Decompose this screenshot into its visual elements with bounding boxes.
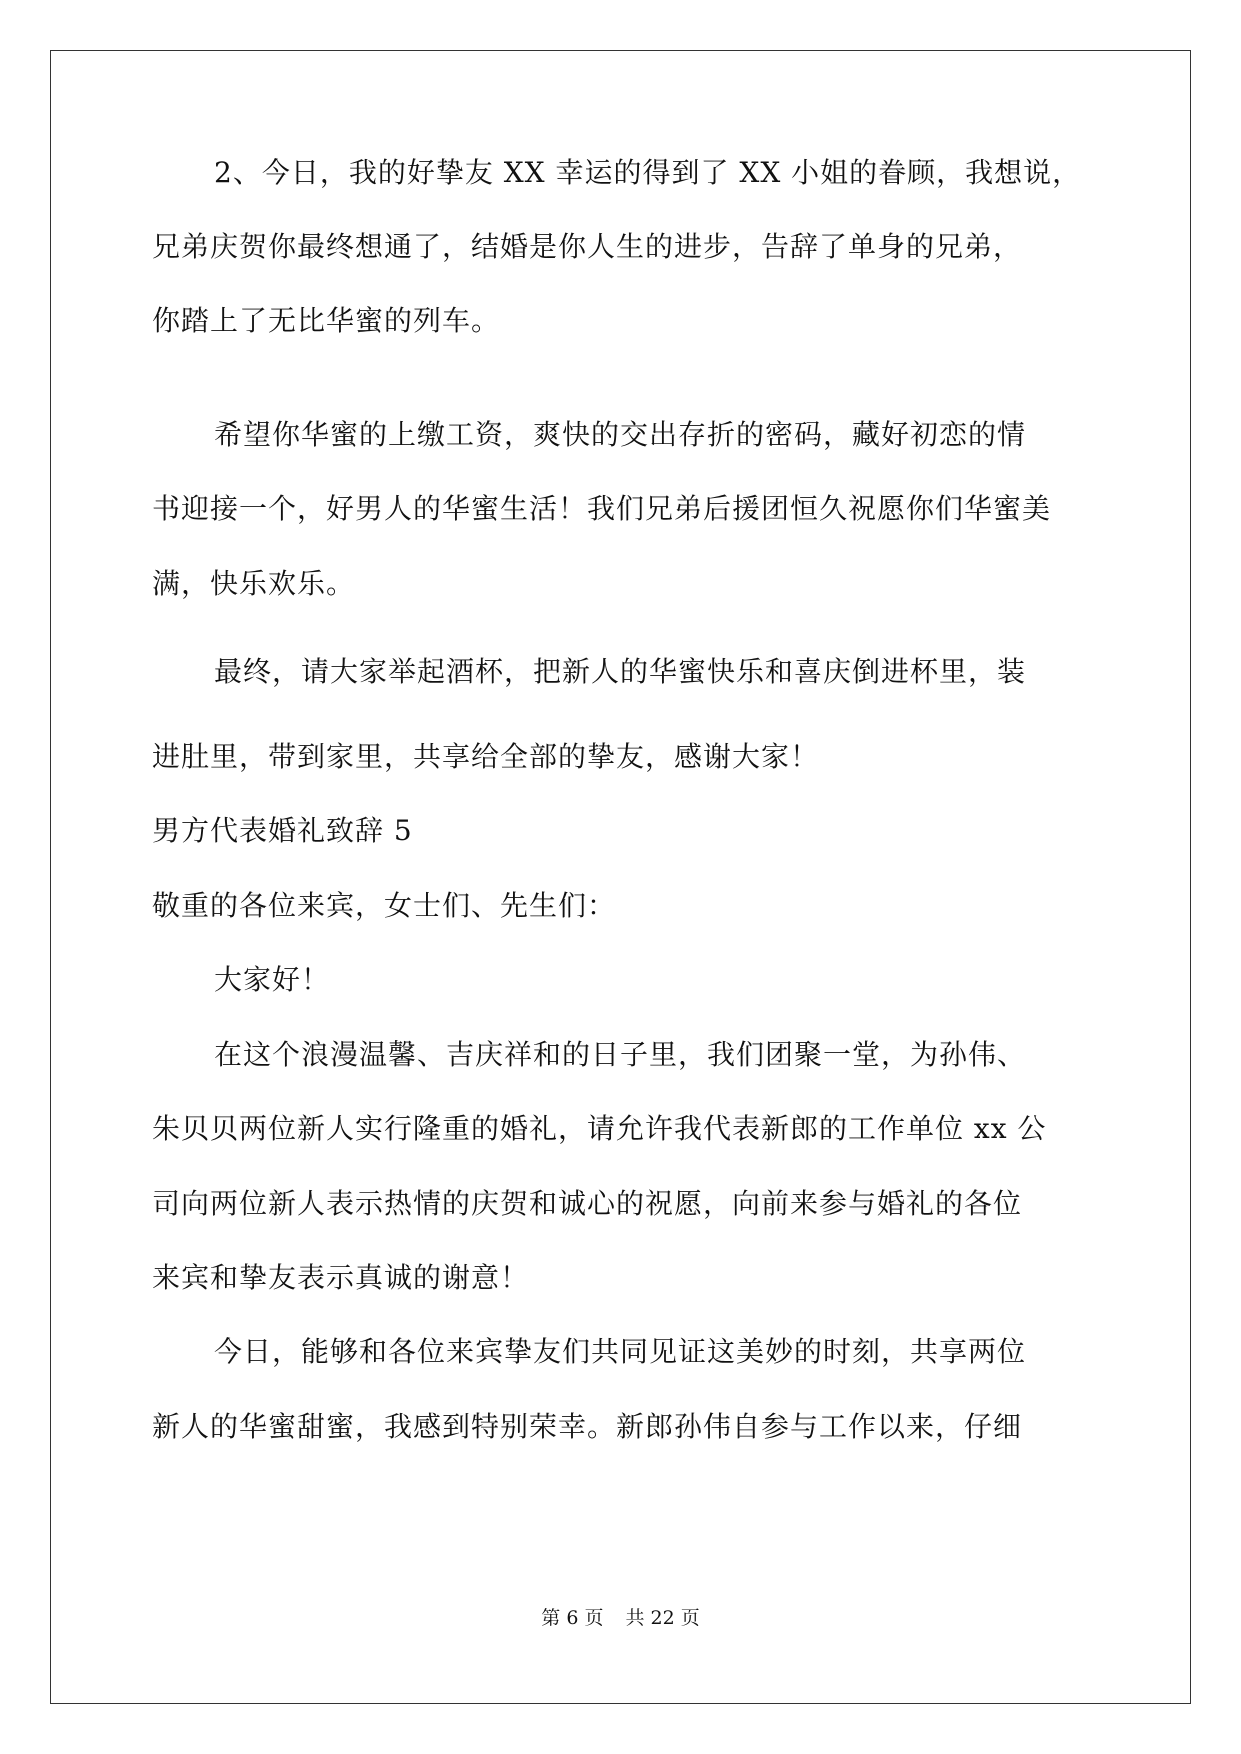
page-border	[50, 50, 1191, 1704]
paragraph-line: 进肚里，带到家里，共享给全部的挚友，感谢大家！	[152, 740, 820, 773]
salutation-line: 敬重的各位来宾，女士们、先生们：	[152, 889, 617, 922]
page-footer	[0, 1606, 1241, 1630]
paragraph-line: 今日，能够和各位来宾挚友们共同见证这美妙的时刻，共享两位	[214, 1335, 1027, 1368]
page-number: 第 6 页	[541, 1607, 604, 1629]
paragraph-line: 兄弟庆贺你最终想通了，结婚是你人生的进步，告辞了单身的兄弟，	[152, 230, 1023, 263]
paragraph-line: 新人的华蜜甜蜜，我感到特别荣幸。新郎孙伟自参与工作以来，仔细	[152, 1410, 1023, 1443]
paragraph-line: 书迎接一个，好男人的华蜜生活！我们兄弟后援团恒久祝愿你们华蜜美	[152, 492, 1052, 525]
paragraph-line: 在这个浪漫温馨、吉庆祥和的日子里，我们团聚一堂，为孙伟、	[214, 1038, 1027, 1071]
paragraph-line: 司向两位新人表示热情的庆贺和诚心的祝愿，向前来参与婚礼的各位	[152, 1187, 1023, 1220]
paragraph-line: 希望你华蜜的上缴工资，爽快的交出存折的密码，藏好初恋的情	[214, 418, 1027, 451]
paragraph-line: 你踏上了无比华蜜的列车。	[152, 304, 501, 337]
section-heading: 男方代表婚礼致辞 5	[152, 814, 413, 847]
greeting-line: 大家好！	[214, 963, 331, 996]
paragraph-line: 朱贝贝两位新人实行隆重的婚礼，请允许我代表新郎的工作单位 xx 公	[152, 1112, 1047, 1145]
paragraph-line: 满，快乐欢乐。	[152, 567, 356, 600]
page-total: 共 22 页	[625, 1607, 700, 1629]
paragraph-line: 来宾和挚友表示真诚的谢意！	[152, 1261, 530, 1294]
paragraph-line: 2、今日，我的好挚友 XX 幸运的得到了 XX 小姐的眷顾，我想说，	[214, 156, 1082, 189]
paragraph-line: 最终，请大家举起酒杯，把新人的华蜜快乐和喜庆倒进杯里，装	[214, 655, 1027, 688]
